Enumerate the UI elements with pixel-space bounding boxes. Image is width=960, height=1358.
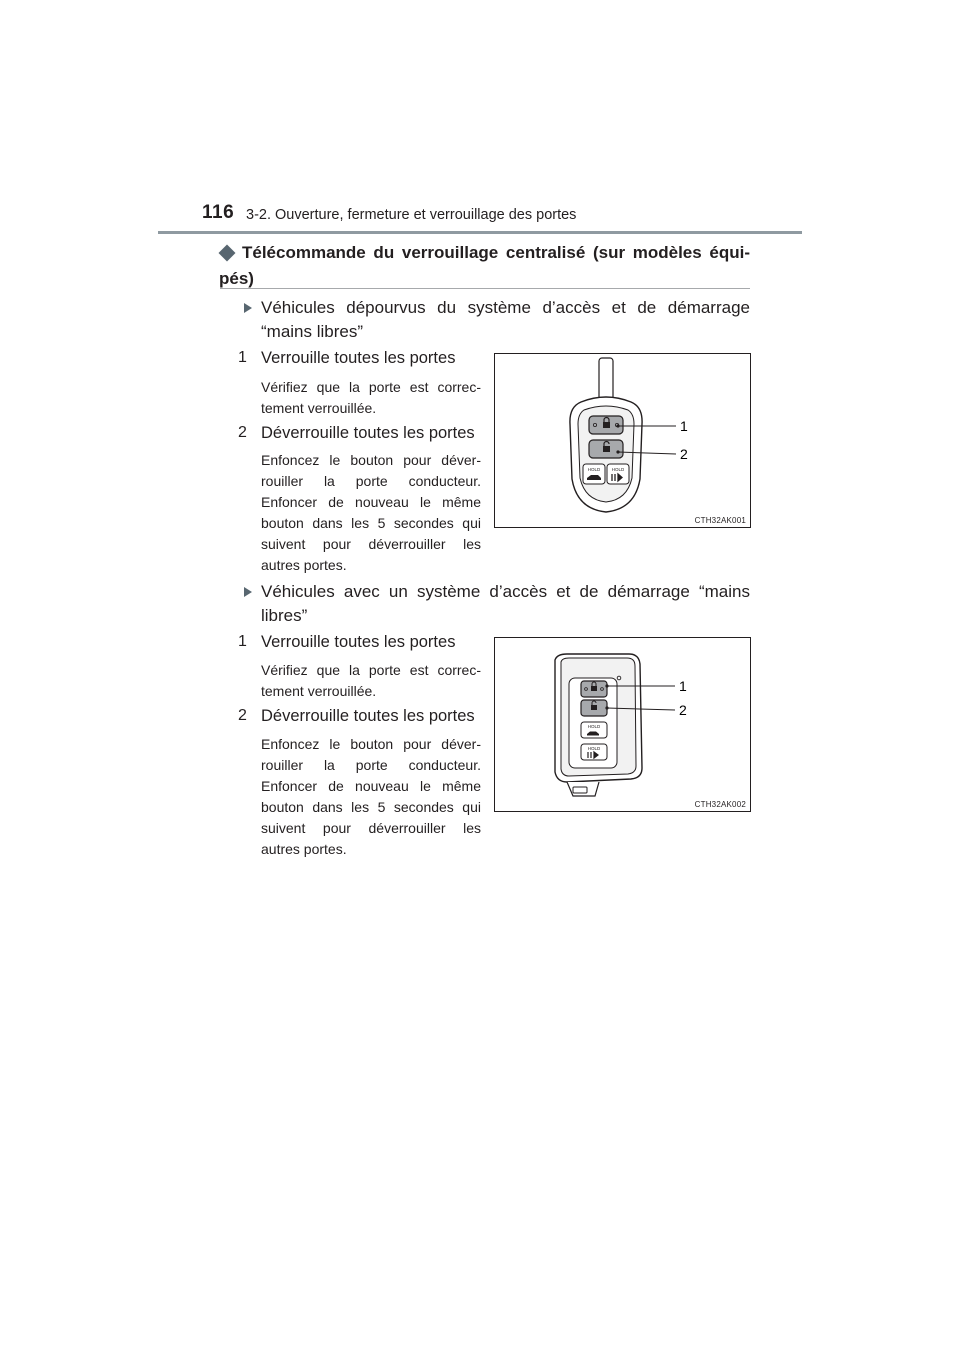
item-number: 2 bbox=[238, 707, 247, 724]
item-title: Déverrouille toutes les portes bbox=[261, 424, 475, 442]
callout-1: 1 bbox=[679, 678, 687, 694]
key-remote-illustration bbox=[495, 354, 750, 527]
heading-rule bbox=[220, 288, 750, 289]
triangle-bullet-icon bbox=[244, 587, 252, 597]
page-number: 116 bbox=[202, 202, 235, 223]
item-title: Déverrouille toutes les portes bbox=[261, 707, 475, 725]
section-title: 3-2. Ouverture, fermeture et verrouillage des portes bbox=[246, 207, 577, 223]
smart-key-illustration bbox=[495, 638, 750, 811]
subtitle-with-smart-key: Véhicules avec un système d’accès et de démarrage “mains libres” bbox=[244, 580, 750, 628]
item-description: Enfoncez le bouton pour déver-rouiller la porte conducteur. Enfoncer de nouveau le même bouton dans les 5 secondes qui suivent pour déverrouiller les autres portes. bbox=[261, 736, 481, 857]
section-heading bbox=[219, 240, 750, 292]
figure-code: CTH32AK002 bbox=[694, 800, 746, 809]
figure-key-remote bbox=[494, 353, 751, 528]
callout-2: 2 bbox=[679, 702, 687, 718]
subtitle-without-smart-key: Véhicules dépourvus du système d’accès et de démarrage “mains libres” bbox=[244, 296, 750, 344]
item-number: 1 bbox=[238, 349, 247, 366]
triangle-bullet-icon bbox=[244, 303, 252, 313]
item-title: Verrouille toutes les portes bbox=[261, 349, 456, 367]
header-rule bbox=[158, 231, 802, 234]
item-description: Vérifiez que la porte est correc-tement verrouillée. bbox=[261, 662, 481, 699]
hold-label: HOLD bbox=[611, 467, 625, 472]
callout-1: 1 bbox=[680, 418, 688, 434]
callout-2: 2 bbox=[680, 446, 688, 462]
item-number: 1 bbox=[238, 633, 247, 650]
item-description: Vérifiez que la porte est correc-tement verrouillée. bbox=[261, 379, 481, 416]
diamond-bullet-icon bbox=[219, 245, 236, 262]
hold-label: HOLD bbox=[587, 724, 601, 729]
figure-smart-key bbox=[494, 637, 751, 812]
figure-code: CTH32AK001 bbox=[694, 516, 746, 525]
heading-text: Télécommande du verrouillage centralisé (sur modèles équi-pés) bbox=[219, 243, 750, 288]
item-description: Enfoncez le bouton pour déver-rouiller la porte conducteur. Enfoncer de nouveau le même bouton dans les 5 secondes qui suivent pour déverrouiller les autres portes. bbox=[261, 452, 481, 573]
item-title: Verrouille toutes les portes bbox=[261, 633, 456, 651]
hold-label: HOLD bbox=[587, 467, 601, 472]
item-number: 2 bbox=[238, 424, 247, 441]
hold-label: HOLD bbox=[587, 746, 601, 751]
